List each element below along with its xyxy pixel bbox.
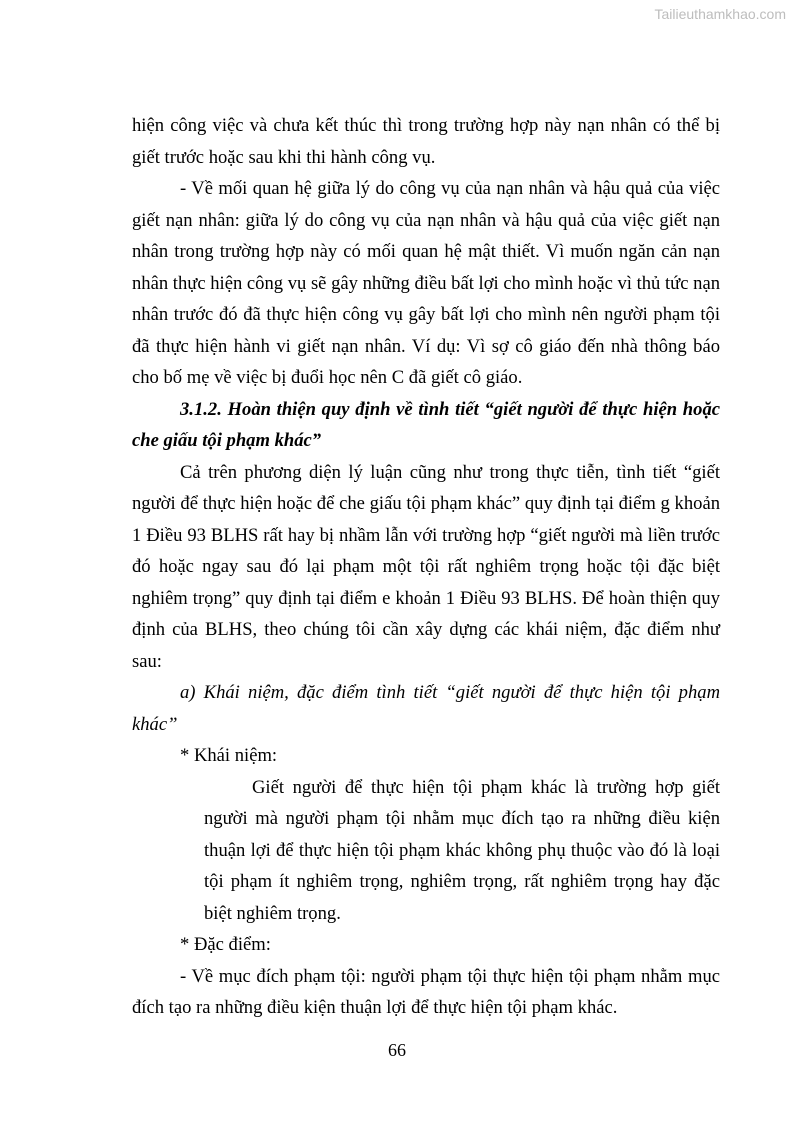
section-heading-3-1-2: 3.1.2. Hoàn thiện quy định về tình tiết “giết người để thực hiện hoặc che giấu tội phạm khác” bbox=[132, 398, 720, 451]
label-characteristics: * Đặc điểm: bbox=[180, 934, 271, 955]
paragraph-intro: Cả trên phương diện lý luận cũng như trong thực tiễn, tình tiết “giết người để thực hiện hoặc để che giấu tội phạm khác” quy định tại điểm g khoản 1 Điều 93 BLHS rất hay bị nhầm lẫn với trường hợp “giết người mà liền trước đó hoặc ngay sau đó lại phạm một tội rất nghiêm trọng hoặc tội đặc biệt nghiêm trọng” quy định tại điểm e khoản 1 Điều 93 BLHS. Để hoàn thiện quy định của BLHS, theo chúng tôi cần xây dựng các khái niệm, đặc điểm như sau: bbox=[132, 461, 720, 672]
paragraph-relationship: - Về mối quan hệ giữa lý do công vụ của nạn nhân và hậu quả của việc giết nạn nhân: giữa lý do công vụ của nạn nhân và hậu quả của việc giết nạn nhân trong trường hợp này có mối quan hệ mật thiết. Vì muốn ngăn cản nạn nhân thực hiện công vụ sẽ gây những điều bất lợi cho mình hoặc vì thủ tức nạn nhân trước đó đã thực hiện công vụ gây bất lợi cho mình nên người phạm tội đã thực hiện hành vi giết nạn nhân. Ví dụ: Vì sợ cô giáo đến nhà thông báo cho bố mẹ về việc bị đuổi học nên C đã giết cô giáo. bbox=[132, 178, 720, 388]
page-number: 66 bbox=[388, 1040, 406, 1060]
paragraph-continuation: hiện công việc và chưa kết thúc thì trong trường hợp này nạn nhân có thể bị giết trước hoặc sau khi thi hành công vụ. bbox=[132, 115, 720, 168]
watermark-text: Tailieuthamkhao.com bbox=[654, 6, 786, 22]
definition-block: Giết người để thực hiện tội phạm khác là trường hợp giết người mà người phạm tội nhằm mục đích tạo ra những điều kiện thuận lợi để thực hiện tội phạm khác không phụ thuộc vào đó là loại tội phạm ít nghiêm trọng, nghiêm trọng, rất nghiêm trọng hay đặc biệt nghiêm trọng. bbox=[204, 776, 720, 924]
subheading-a: a) Khái niệm, đặc điểm tình tiết “giết người để thực hiện tội phạm khác” bbox=[132, 682, 720, 735]
document-body bbox=[132, 110, 720, 1024]
label-concept: * Khái niệm: bbox=[180, 745, 278, 766]
paragraph-purpose: - Về mục đích phạm tội: người phạm tội thực hiện tội phạm nhằm mục đích tạo ra những điều kiện thuận lợi để thực hiện tội phạm khác. bbox=[132, 965, 720, 1018]
